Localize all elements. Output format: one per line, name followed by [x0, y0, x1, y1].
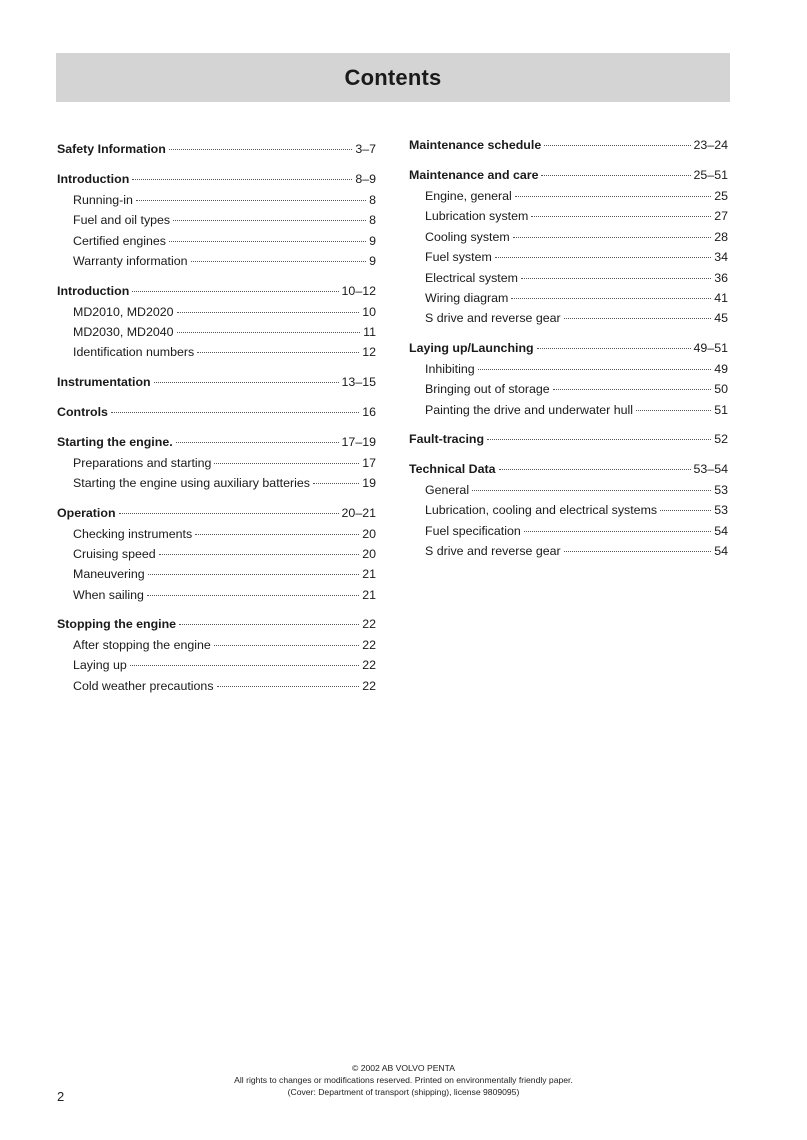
dot-leader — [177, 312, 360, 313]
toc-entry-title: Fuel system — [425, 250, 492, 265]
dot-leader — [564, 551, 712, 552]
toc-section-heading[interactable] — [409, 135, 728, 156]
toc-entry-title: Starting the engine using auxiliary batteries — [73, 476, 310, 491]
toc-entry-title: Engine, general — [425, 189, 512, 203]
dot-leader — [511, 298, 711, 299]
page-number: 2 — [57, 1089, 65, 1104]
toc-entry[interactable] — [57, 453, 376, 473]
toc-entry-title: Electrical system — [425, 270, 518, 285]
toc-entry[interactable] — [57, 635, 376, 655]
toc-entry-page: 9 — [369, 233, 376, 248]
dot-leader — [660, 510, 711, 511]
toc-entry-page: 54 — [714, 544, 728, 559]
toc-entry-page: 49 — [714, 361, 728, 376]
toc-section — [57, 372, 376, 393]
toc-section-heading[interactable] — [409, 165, 728, 186]
toc-section — [409, 338, 728, 420]
toc-entry[interactable] — [57, 231, 376, 251]
toc-entry[interactable] — [57, 544, 376, 564]
toc-entry-page: 50 — [714, 382, 728, 397]
dot-leader — [169, 241, 366, 242]
toc-entry-page: 17 — [362, 455, 376, 470]
dot-leader — [179, 624, 359, 625]
dot-leader — [159, 554, 360, 555]
toc-entry[interactable] — [409, 521, 728, 541]
toc-entry-page: 53 — [714, 482, 728, 497]
toc-section — [409, 165, 728, 329]
toc-entry[interactable] — [409, 308, 728, 328]
toc-entry[interactable] — [409, 480, 728, 500]
toc-section — [409, 135, 728, 156]
toc-entry-title: Certified engines — [73, 233, 166, 248]
toc-entry-page: 45 — [714, 311, 728, 326]
toc-entry-title: Lubrication, cooling and electrical systems — [425, 503, 658, 518]
toc-entry-title: Fuel and oil types — [73, 213, 171, 228]
toc-entry-title: Bringing out of storage — [425, 382, 550, 397]
dot-leader — [191, 261, 367, 262]
toc-entry-title: Cruising speed — [73, 546, 156, 561]
toc-section — [57, 402, 376, 423]
toc-entry-page: 36 — [714, 270, 728, 285]
toc-entry-page: 23–24 — [693, 138, 728, 152]
dot-leader — [531, 216, 711, 217]
toc-entry-title: Laying up/Launching — [409, 340, 534, 355]
toc-entry-page: 10 — [362, 304, 376, 319]
footer — [0, 1062, 807, 1098]
toc-section-heading[interactable] — [57, 169, 376, 190]
toc-entry-title: Fault-tracing — [409, 431, 485, 446]
toc-entry[interactable] — [409, 206, 728, 226]
dot-leader — [119, 513, 339, 514]
toc-section — [409, 429, 728, 450]
toc-section-heading[interactable] — [409, 459, 728, 480]
toc-entry-title: Introduction — [57, 283, 130, 298]
toc-left-column — [57, 139, 376, 705]
toc-entry-title: Maneuvering — [73, 567, 145, 582]
toc-entry[interactable] — [409, 541, 728, 561]
toc-entry[interactable] — [57, 473, 376, 493]
toc-entry-title: Inhibiting — [425, 361, 475, 376]
toc-section-heading[interactable] — [57, 281, 376, 302]
toc-entry[interactable] — [57, 210, 376, 230]
toc-section-heading[interactable] — [57, 402, 376, 423]
dot-leader — [197, 352, 359, 353]
cover-credit-line: (Cover: Department of transport (shipping), license 9809095) — [287, 1087, 520, 1097]
toc-entry[interactable] — [57, 251, 376, 271]
toc-entry-page: 13–15 — [341, 374, 376, 389]
toc-entry-page: 53 — [714, 503, 728, 518]
copyright-line: © 2002 AB VOLVO PENTA — [352, 1063, 455, 1073]
toc-entry-title: Fuel specification — [425, 523, 521, 538]
toc-entry[interactable] — [57, 322, 376, 342]
toc-entry-page: 19 — [362, 476, 376, 491]
toc-section — [57, 614, 376, 696]
dot-leader — [478, 369, 712, 370]
dot-leader — [111, 412, 359, 413]
toc-entry-page: 20–21 — [341, 505, 376, 520]
toc-section — [57, 139, 376, 160]
toc-entry-title: Stopping the engine — [57, 617, 177, 632]
dot-leader — [132, 179, 352, 180]
toc-entry-page: 20 — [362, 546, 376, 561]
toc-entry-title: Maintenance schedule — [409, 138, 542, 152]
toc-entry-page: 21 — [362, 567, 376, 582]
toc-entry-page: 21 — [362, 587, 376, 602]
dot-leader — [524, 531, 711, 532]
toc-section — [57, 432, 376, 494]
dot-leader — [521, 278, 711, 279]
toc-entry-page: 25 — [714, 189, 728, 203]
toc-entry[interactable] — [409, 379, 728, 399]
toc-section — [409, 459, 728, 562]
toc-section-heading[interactable] — [409, 429, 728, 450]
toc-entry-title: Checking instruments — [73, 526, 193, 541]
toc-entry-page: 51 — [714, 402, 728, 417]
dot-leader — [195, 534, 359, 535]
toc-entry[interactable] — [57, 342, 376, 362]
toc-entry[interactable] — [409, 268, 728, 288]
toc-section-heading[interactable] — [409, 338, 728, 359]
toc-entry-title: Laying up — [73, 658, 127, 673]
toc-entry-page: 3–7 — [355, 142, 376, 156]
dot-leader — [544, 145, 690, 146]
toc-entry-page: 22 — [362, 658, 376, 673]
dot-leader — [176, 442, 339, 443]
toc-entry-title: Operation — [57, 505, 116, 520]
toc-entry-page: 12 — [362, 345, 376, 360]
toc-section-heading[interactable] — [57, 503, 376, 524]
toc-entry[interactable] — [409, 247, 728, 267]
toc-entry-title: Safety Information — [57, 142, 166, 156]
dot-leader — [541, 175, 690, 176]
toc-entry-page: 9 — [369, 254, 376, 269]
toc-section-heading[interactable] — [57, 614, 376, 635]
dot-leader — [177, 332, 361, 333]
toc-section — [57, 503, 376, 606]
dot-leader — [214, 463, 359, 464]
toc-entry[interactable] — [57, 302, 376, 322]
toc-entry[interactable] — [57, 655, 376, 675]
toc-entry-page: 53–54 — [693, 461, 728, 476]
toc-entry-page: 52 — [714, 431, 728, 446]
dot-leader — [553, 389, 712, 390]
toc-entry-title: Cold weather precautions — [73, 678, 214, 693]
toc-entry[interactable] — [57, 524, 376, 544]
toc-entry-title: Painting the drive and underwater hull — [425, 402, 634, 417]
toc-section — [57, 281, 376, 363]
toc-entry-title: Introduction — [57, 172, 130, 186]
toc-right-column — [409, 135, 728, 570]
toc-entry-title: Starting the engine. — [57, 434, 173, 449]
rights-line: All rights to changes or modifications reserved. Printed on environmentally friendly paper. — [234, 1075, 573, 1085]
toc-entry-title: Cooling system — [425, 229, 510, 244]
toc-entry-page: 8 — [369, 193, 376, 207]
toc-entry-page: 25–51 — [693, 168, 728, 182]
page-title: Contents — [344, 64, 442, 90]
dot-leader — [313, 483, 359, 484]
toc-entry-page: 28 — [714, 229, 728, 244]
toc-entry-title: Instrumentation — [57, 374, 151, 389]
toc-entry-title: MD2030, MD2040 — [73, 324, 174, 339]
toc-entry-page: 22 — [362, 638, 376, 653]
toc-entry-page: 54 — [714, 523, 728, 538]
toc-entry-title: Maintenance and care — [409, 168, 539, 182]
toc-entry-page: 20 — [362, 526, 376, 541]
toc-entry-title: Warranty information — [73, 254, 188, 269]
dot-leader — [217, 686, 360, 687]
toc-entry-title: After stopping the engine — [73, 638, 211, 653]
toc-entry[interactable] — [57, 585, 376, 605]
contents-banner — [56, 53, 730, 102]
toc-entry[interactable] — [409, 500, 728, 520]
toc-entry-title: Lubrication system — [425, 209, 529, 224]
toc-entry[interactable] — [409, 186, 728, 206]
dot-leader — [537, 348, 691, 349]
dot-leader — [499, 469, 691, 470]
dot-leader — [214, 645, 359, 646]
toc-entry-title: Running-in — [73, 193, 133, 207]
toc-section-heading[interactable] — [57, 372, 376, 393]
dot-leader — [130, 665, 359, 666]
dot-leader — [154, 382, 339, 383]
toc-entry-title: Controls — [57, 404, 108, 419]
toc-entry[interactable] — [409, 288, 728, 308]
dot-leader — [132, 291, 338, 292]
toc-entry-title: S drive and reverse gear — [425, 311, 561, 326]
toc-section-heading[interactable] — [57, 139, 376, 160]
toc-entry-title: General — [425, 482, 470, 497]
toc-entry[interactable] — [409, 400, 728, 420]
toc-entry-page: 10–12 — [341, 283, 376, 298]
toc-entry-page: 34 — [714, 250, 728, 265]
toc-entry-page: 41 — [714, 290, 728, 305]
toc-entry-title: Identification numbers — [73, 345, 195, 360]
toc-entry-page: 22 — [362, 678, 376, 693]
toc-entry-page: 16 — [362, 404, 376, 419]
toc-entry[interactable] — [409, 227, 728, 247]
toc-section — [57, 169, 376, 272]
toc-entry-page: 22 — [362, 617, 376, 632]
toc-entry-page: 8 — [369, 213, 376, 228]
dot-leader — [472, 490, 711, 491]
toc-entry-title: S drive and reverse gear — [425, 544, 561, 559]
dot-leader — [513, 237, 712, 238]
toc-entry-title: Technical Data — [409, 461, 496, 476]
toc-entry-page: 11 — [363, 324, 376, 339]
dot-leader — [564, 318, 712, 319]
toc-entry-title: When sailing — [73, 587, 144, 602]
toc-entry[interactable] — [57, 190, 376, 210]
dot-leader — [147, 595, 359, 596]
dot-leader — [487, 439, 711, 440]
toc-entry[interactable] — [57, 676, 376, 696]
dot-leader — [136, 200, 366, 201]
toc-entry-page: 49–51 — [693, 340, 728, 355]
toc-entry-title: MD2010, MD2020 — [73, 304, 174, 319]
toc-entry-title: Wiring diagram — [425, 290, 509, 305]
dot-leader — [495, 257, 711, 258]
dot-leader — [173, 220, 366, 221]
toc-section-heading[interactable] — [57, 432, 376, 453]
dot-leader — [148, 574, 360, 575]
toc-entry[interactable] — [409, 359, 728, 379]
dot-leader — [169, 149, 353, 150]
dot-leader — [515, 196, 711, 197]
dot-leader — [636, 410, 711, 411]
toc-entry[interactable] — [57, 564, 376, 584]
toc-entry-page: 8–9 — [355, 172, 376, 186]
toc-entry-page: 17–19 — [341, 434, 376, 449]
toc-entry-page: 27 — [714, 209, 728, 224]
toc-entry-title: Preparations and starting — [73, 455, 212, 470]
